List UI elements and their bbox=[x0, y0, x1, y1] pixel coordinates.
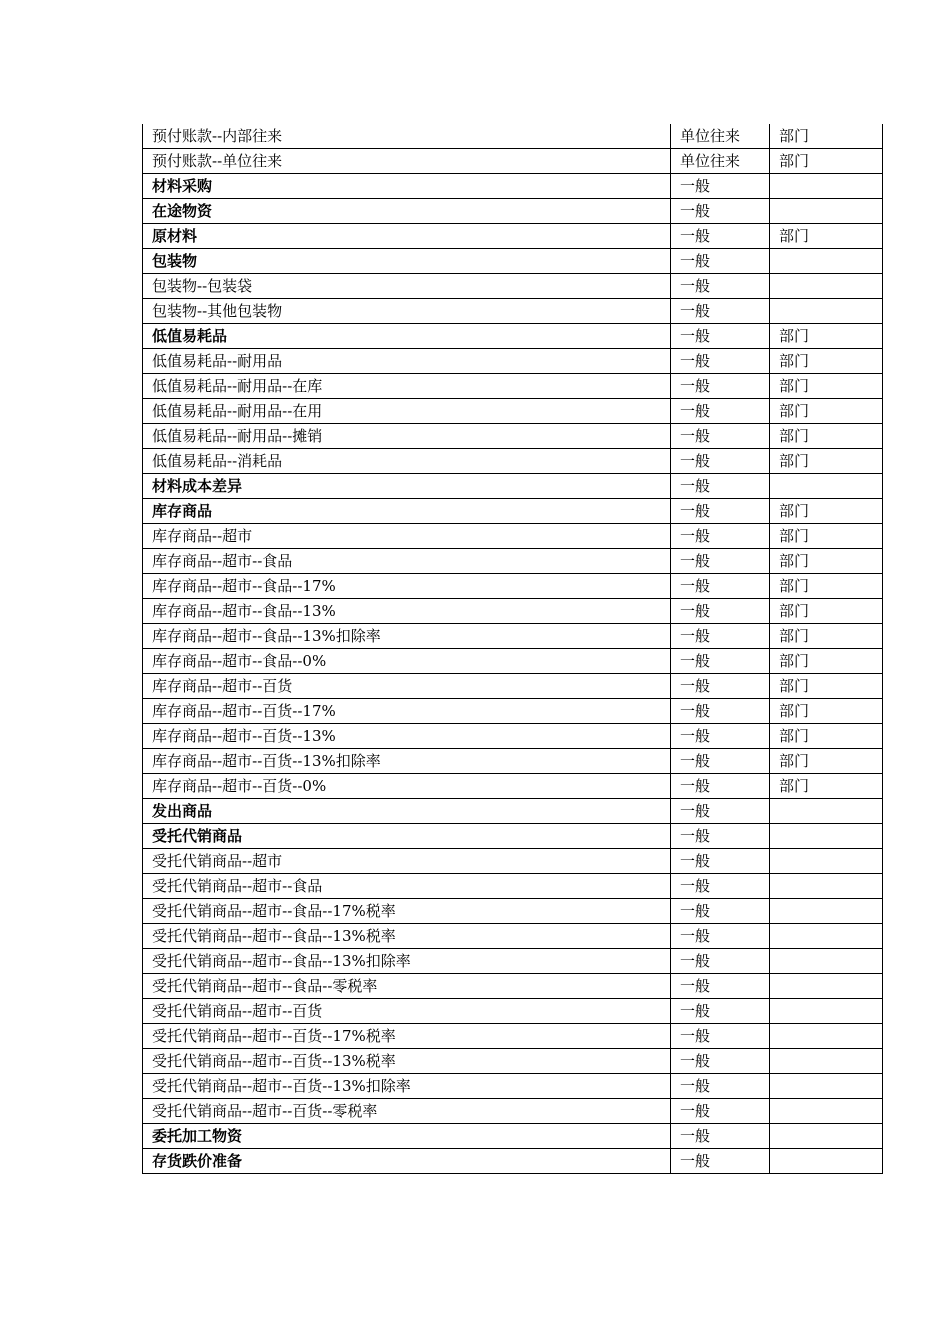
account-type-cell: 一般 bbox=[671, 674, 770, 699]
account-name-cell: 低值易耗品 bbox=[143, 324, 671, 349]
table-row bbox=[143, 474, 883, 499]
table-row bbox=[143, 774, 883, 799]
table-row bbox=[143, 624, 883, 649]
table-row bbox=[143, 574, 883, 599]
account-name-cell: 受托代销商品--超市--食品--零税率 bbox=[143, 974, 671, 999]
auxiliary-accounting-cell: 部门 bbox=[770, 349, 883, 374]
account-name-cell: 发出商品 bbox=[143, 799, 671, 824]
table-row bbox=[143, 999, 883, 1024]
table-row bbox=[143, 674, 883, 699]
table-row bbox=[143, 974, 883, 999]
account-name-cell: 包装物--其他包装物 bbox=[143, 299, 671, 324]
account-name-cell: 材料成本差异 bbox=[143, 474, 671, 499]
account-type-cell: 一般 bbox=[671, 274, 770, 299]
table-row bbox=[143, 374, 883, 399]
account-type-cell: 一般 bbox=[671, 799, 770, 824]
account-type-cell: 一般 bbox=[671, 249, 770, 274]
account-name-cell: 库存商品--超市--百货--0% bbox=[143, 774, 671, 799]
auxiliary-accounting-cell: 部门 bbox=[770, 424, 883, 449]
table-row bbox=[143, 699, 883, 724]
account-name-cell: 受托代销商品--超市--食品--17%税率 bbox=[143, 899, 671, 924]
account-name-cell: 预付账款--单位往来 bbox=[143, 149, 671, 174]
account-type-cell: 一般 bbox=[671, 724, 770, 749]
account-type-cell: 一般 bbox=[671, 174, 770, 199]
table-row bbox=[143, 749, 883, 774]
table-row bbox=[143, 249, 883, 274]
account-name-cell: 库存商品--超市--百货--13% bbox=[143, 724, 671, 749]
table-row bbox=[143, 924, 883, 949]
table-row bbox=[143, 874, 883, 899]
auxiliary-accounting-cell: 部门 bbox=[770, 624, 883, 649]
table-row bbox=[143, 324, 883, 349]
account-type-cell: 一般 bbox=[671, 699, 770, 724]
auxiliary-accounting-cell: 部门 bbox=[770, 774, 883, 799]
account-table bbox=[142, 124, 883, 1174]
account-type-cell: 一般 bbox=[671, 349, 770, 374]
auxiliary-accounting-cell bbox=[770, 899, 883, 924]
auxiliary-accounting-cell bbox=[770, 199, 883, 224]
account-type-cell: 一般 bbox=[671, 1099, 770, 1124]
account-type-cell: 一般 bbox=[671, 424, 770, 449]
auxiliary-accounting-cell: 部门 bbox=[770, 674, 883, 699]
auxiliary-accounting-cell bbox=[770, 874, 883, 899]
table-row bbox=[143, 524, 883, 549]
account-type-cell: 一般 bbox=[671, 999, 770, 1024]
auxiliary-accounting-cell: 部门 bbox=[770, 499, 883, 524]
account-table-body bbox=[143, 124, 883, 1174]
account-name-cell: 库存商品 bbox=[143, 499, 671, 524]
auxiliary-accounting-cell: 部门 bbox=[770, 574, 883, 599]
table-row bbox=[143, 274, 883, 299]
account-name-cell: 低值易耗品--耐用品--摊销 bbox=[143, 424, 671, 449]
account-type-cell: 一般 bbox=[671, 924, 770, 949]
table-row bbox=[143, 549, 883, 574]
table-row bbox=[143, 149, 883, 174]
account-type-cell: 一般 bbox=[671, 1074, 770, 1099]
account-name-cell: 原材料 bbox=[143, 224, 671, 249]
table-row bbox=[143, 199, 883, 224]
auxiliary-accounting-cell bbox=[770, 174, 883, 199]
table-row bbox=[143, 599, 883, 624]
account-name-cell: 委托加工物资 bbox=[143, 1124, 671, 1149]
auxiliary-accounting-cell bbox=[770, 1099, 883, 1124]
account-name-cell: 受托代销商品--超市--百货 bbox=[143, 999, 671, 1024]
account-type-cell: 一般 bbox=[671, 1149, 770, 1174]
auxiliary-accounting-cell bbox=[770, 974, 883, 999]
account-type-cell: 一般 bbox=[671, 324, 770, 349]
account-name-cell: 包装物--包装袋 bbox=[143, 274, 671, 299]
account-type-cell: 单位往来 bbox=[671, 149, 770, 174]
account-name-cell: 存货跌价准备 bbox=[143, 1149, 671, 1174]
table-row bbox=[143, 1049, 883, 1074]
account-type-cell: 一般 bbox=[671, 949, 770, 974]
account-type-cell: 一般 bbox=[671, 1049, 770, 1074]
auxiliary-accounting-cell bbox=[770, 1124, 883, 1149]
account-name-cell: 包装物 bbox=[143, 249, 671, 274]
auxiliary-accounting-cell bbox=[770, 299, 883, 324]
table-row bbox=[143, 824, 883, 849]
auxiliary-accounting-cell bbox=[770, 474, 883, 499]
table-row bbox=[143, 1099, 883, 1124]
account-name-cell: 库存商品--超市--食品--13%扣除率 bbox=[143, 624, 671, 649]
account-name-cell: 受托代销商品--超市--百货--17%税率 bbox=[143, 1024, 671, 1049]
auxiliary-accounting-cell: 部门 bbox=[770, 399, 883, 424]
account-name-cell: 库存商品--超市--百货--13%扣除率 bbox=[143, 749, 671, 774]
auxiliary-accounting-cell: 部门 bbox=[770, 449, 883, 474]
auxiliary-accounting-cell bbox=[770, 1074, 883, 1099]
account-name-cell: 受托代销商品--超市--食品--13%扣除率 bbox=[143, 949, 671, 974]
table-row bbox=[143, 124, 883, 149]
table-row bbox=[143, 1149, 883, 1174]
account-type-cell: 一般 bbox=[671, 224, 770, 249]
auxiliary-accounting-cell: 部门 bbox=[770, 124, 883, 149]
account-type-cell: 一般 bbox=[671, 449, 770, 474]
account-type-cell: 一般 bbox=[671, 824, 770, 849]
account-name-cell: 受托代销商品--超市--百货--零税率 bbox=[143, 1099, 671, 1124]
table-row bbox=[143, 1024, 883, 1049]
account-name-cell: 库存商品--超市--百货 bbox=[143, 674, 671, 699]
account-type-cell: 一般 bbox=[671, 199, 770, 224]
account-type-cell: 单位往来 bbox=[671, 124, 770, 149]
table-row bbox=[143, 1124, 883, 1149]
auxiliary-accounting-cell: 部门 bbox=[770, 524, 883, 549]
account-name-cell: 库存商品--超市--食品--13% bbox=[143, 599, 671, 624]
table-row bbox=[143, 799, 883, 824]
auxiliary-accounting-cell bbox=[770, 274, 883, 299]
table-row bbox=[143, 449, 883, 474]
account-type-cell: 一般 bbox=[671, 974, 770, 999]
auxiliary-accounting-cell: 部门 bbox=[770, 699, 883, 724]
account-name-cell: 库存商品--超市--百货--17% bbox=[143, 699, 671, 724]
account-type-cell: 一般 bbox=[671, 474, 770, 499]
table-row bbox=[143, 399, 883, 424]
account-type-cell: 一般 bbox=[671, 524, 770, 549]
account-type-cell: 一般 bbox=[671, 374, 770, 399]
account-type-cell: 一般 bbox=[671, 899, 770, 924]
account-name-cell: 受托代销商品--超市--食品--13%税率 bbox=[143, 924, 671, 949]
account-name-cell: 受托代销商品--超市--食品 bbox=[143, 874, 671, 899]
account-type-cell: 一般 bbox=[671, 774, 770, 799]
auxiliary-accounting-cell bbox=[770, 999, 883, 1024]
auxiliary-accounting-cell bbox=[770, 249, 883, 274]
account-name-cell: 库存商品--超市--食品--0% bbox=[143, 649, 671, 674]
table-row bbox=[143, 224, 883, 249]
table-row bbox=[143, 849, 883, 874]
auxiliary-accounting-cell: 部门 bbox=[770, 724, 883, 749]
auxiliary-accounting-cell: 部门 bbox=[770, 324, 883, 349]
auxiliary-accounting-cell: 部门 bbox=[770, 549, 883, 574]
account-name-cell: 受托代销商品 bbox=[143, 824, 671, 849]
table-row bbox=[143, 424, 883, 449]
table-row bbox=[143, 899, 883, 924]
table-row bbox=[143, 349, 883, 374]
auxiliary-accounting-cell bbox=[770, 949, 883, 974]
auxiliary-accounting-cell bbox=[770, 799, 883, 824]
auxiliary-accounting-cell: 部门 bbox=[770, 374, 883, 399]
account-type-cell: 一般 bbox=[671, 1124, 770, 1149]
account-name-cell: 库存商品--超市--食品--17% bbox=[143, 574, 671, 599]
table-row bbox=[143, 724, 883, 749]
auxiliary-accounting-cell bbox=[770, 824, 883, 849]
auxiliary-accounting-cell: 部门 bbox=[770, 599, 883, 624]
account-name-cell: 低值易耗品--耐用品 bbox=[143, 349, 671, 374]
account-type-cell: 一般 bbox=[671, 499, 770, 524]
account-name-cell: 受托代销商品--超市--百货--13%税率 bbox=[143, 1049, 671, 1074]
account-type-cell: 一般 bbox=[671, 749, 770, 774]
account-name-cell: 预付账款--内部往来 bbox=[143, 124, 671, 149]
auxiliary-accounting-cell: 部门 bbox=[770, 749, 883, 774]
auxiliary-accounting-cell bbox=[770, 1149, 883, 1174]
account-name-cell: 库存商品--超市 bbox=[143, 524, 671, 549]
account-type-cell: 一般 bbox=[671, 624, 770, 649]
auxiliary-accounting-cell bbox=[770, 1049, 883, 1074]
account-name-cell: 库存商品--超市--食品 bbox=[143, 549, 671, 574]
table-row bbox=[143, 299, 883, 324]
account-type-cell: 一般 bbox=[671, 299, 770, 324]
account-type-cell: 一般 bbox=[671, 874, 770, 899]
table-row bbox=[143, 649, 883, 674]
auxiliary-accounting-cell: 部门 bbox=[770, 649, 883, 674]
auxiliary-accounting-cell bbox=[770, 1024, 883, 1049]
table-row bbox=[143, 174, 883, 199]
account-type-cell: 一般 bbox=[671, 849, 770, 874]
table-row bbox=[143, 949, 883, 974]
account-type-cell: 一般 bbox=[671, 549, 770, 574]
account-name-cell: 低值易耗品--耐用品--在用 bbox=[143, 399, 671, 424]
account-type-cell: 一般 bbox=[671, 599, 770, 624]
account-name-cell: 在途物资 bbox=[143, 199, 671, 224]
table-row bbox=[143, 1074, 883, 1099]
account-name-cell: 低值易耗品--耐用品--在库 bbox=[143, 374, 671, 399]
table-row bbox=[143, 499, 883, 524]
account-type-cell: 一般 bbox=[671, 574, 770, 599]
account-type-cell: 一般 bbox=[671, 399, 770, 424]
auxiliary-accounting-cell: 部门 bbox=[770, 149, 883, 174]
account-type-cell: 一般 bbox=[671, 649, 770, 674]
account-name-cell: 材料采购 bbox=[143, 174, 671, 199]
account-name-cell: 受托代销商品--超市 bbox=[143, 849, 671, 874]
account-name-cell: 低值易耗品--消耗品 bbox=[143, 449, 671, 474]
account-name-cell: 受托代销商品--超市--百货--13%扣除率 bbox=[143, 1074, 671, 1099]
account-type-cell: 一般 bbox=[671, 1024, 770, 1049]
auxiliary-accounting-cell: 部门 bbox=[770, 224, 883, 249]
auxiliary-accounting-cell bbox=[770, 924, 883, 949]
auxiliary-accounting-cell bbox=[770, 849, 883, 874]
